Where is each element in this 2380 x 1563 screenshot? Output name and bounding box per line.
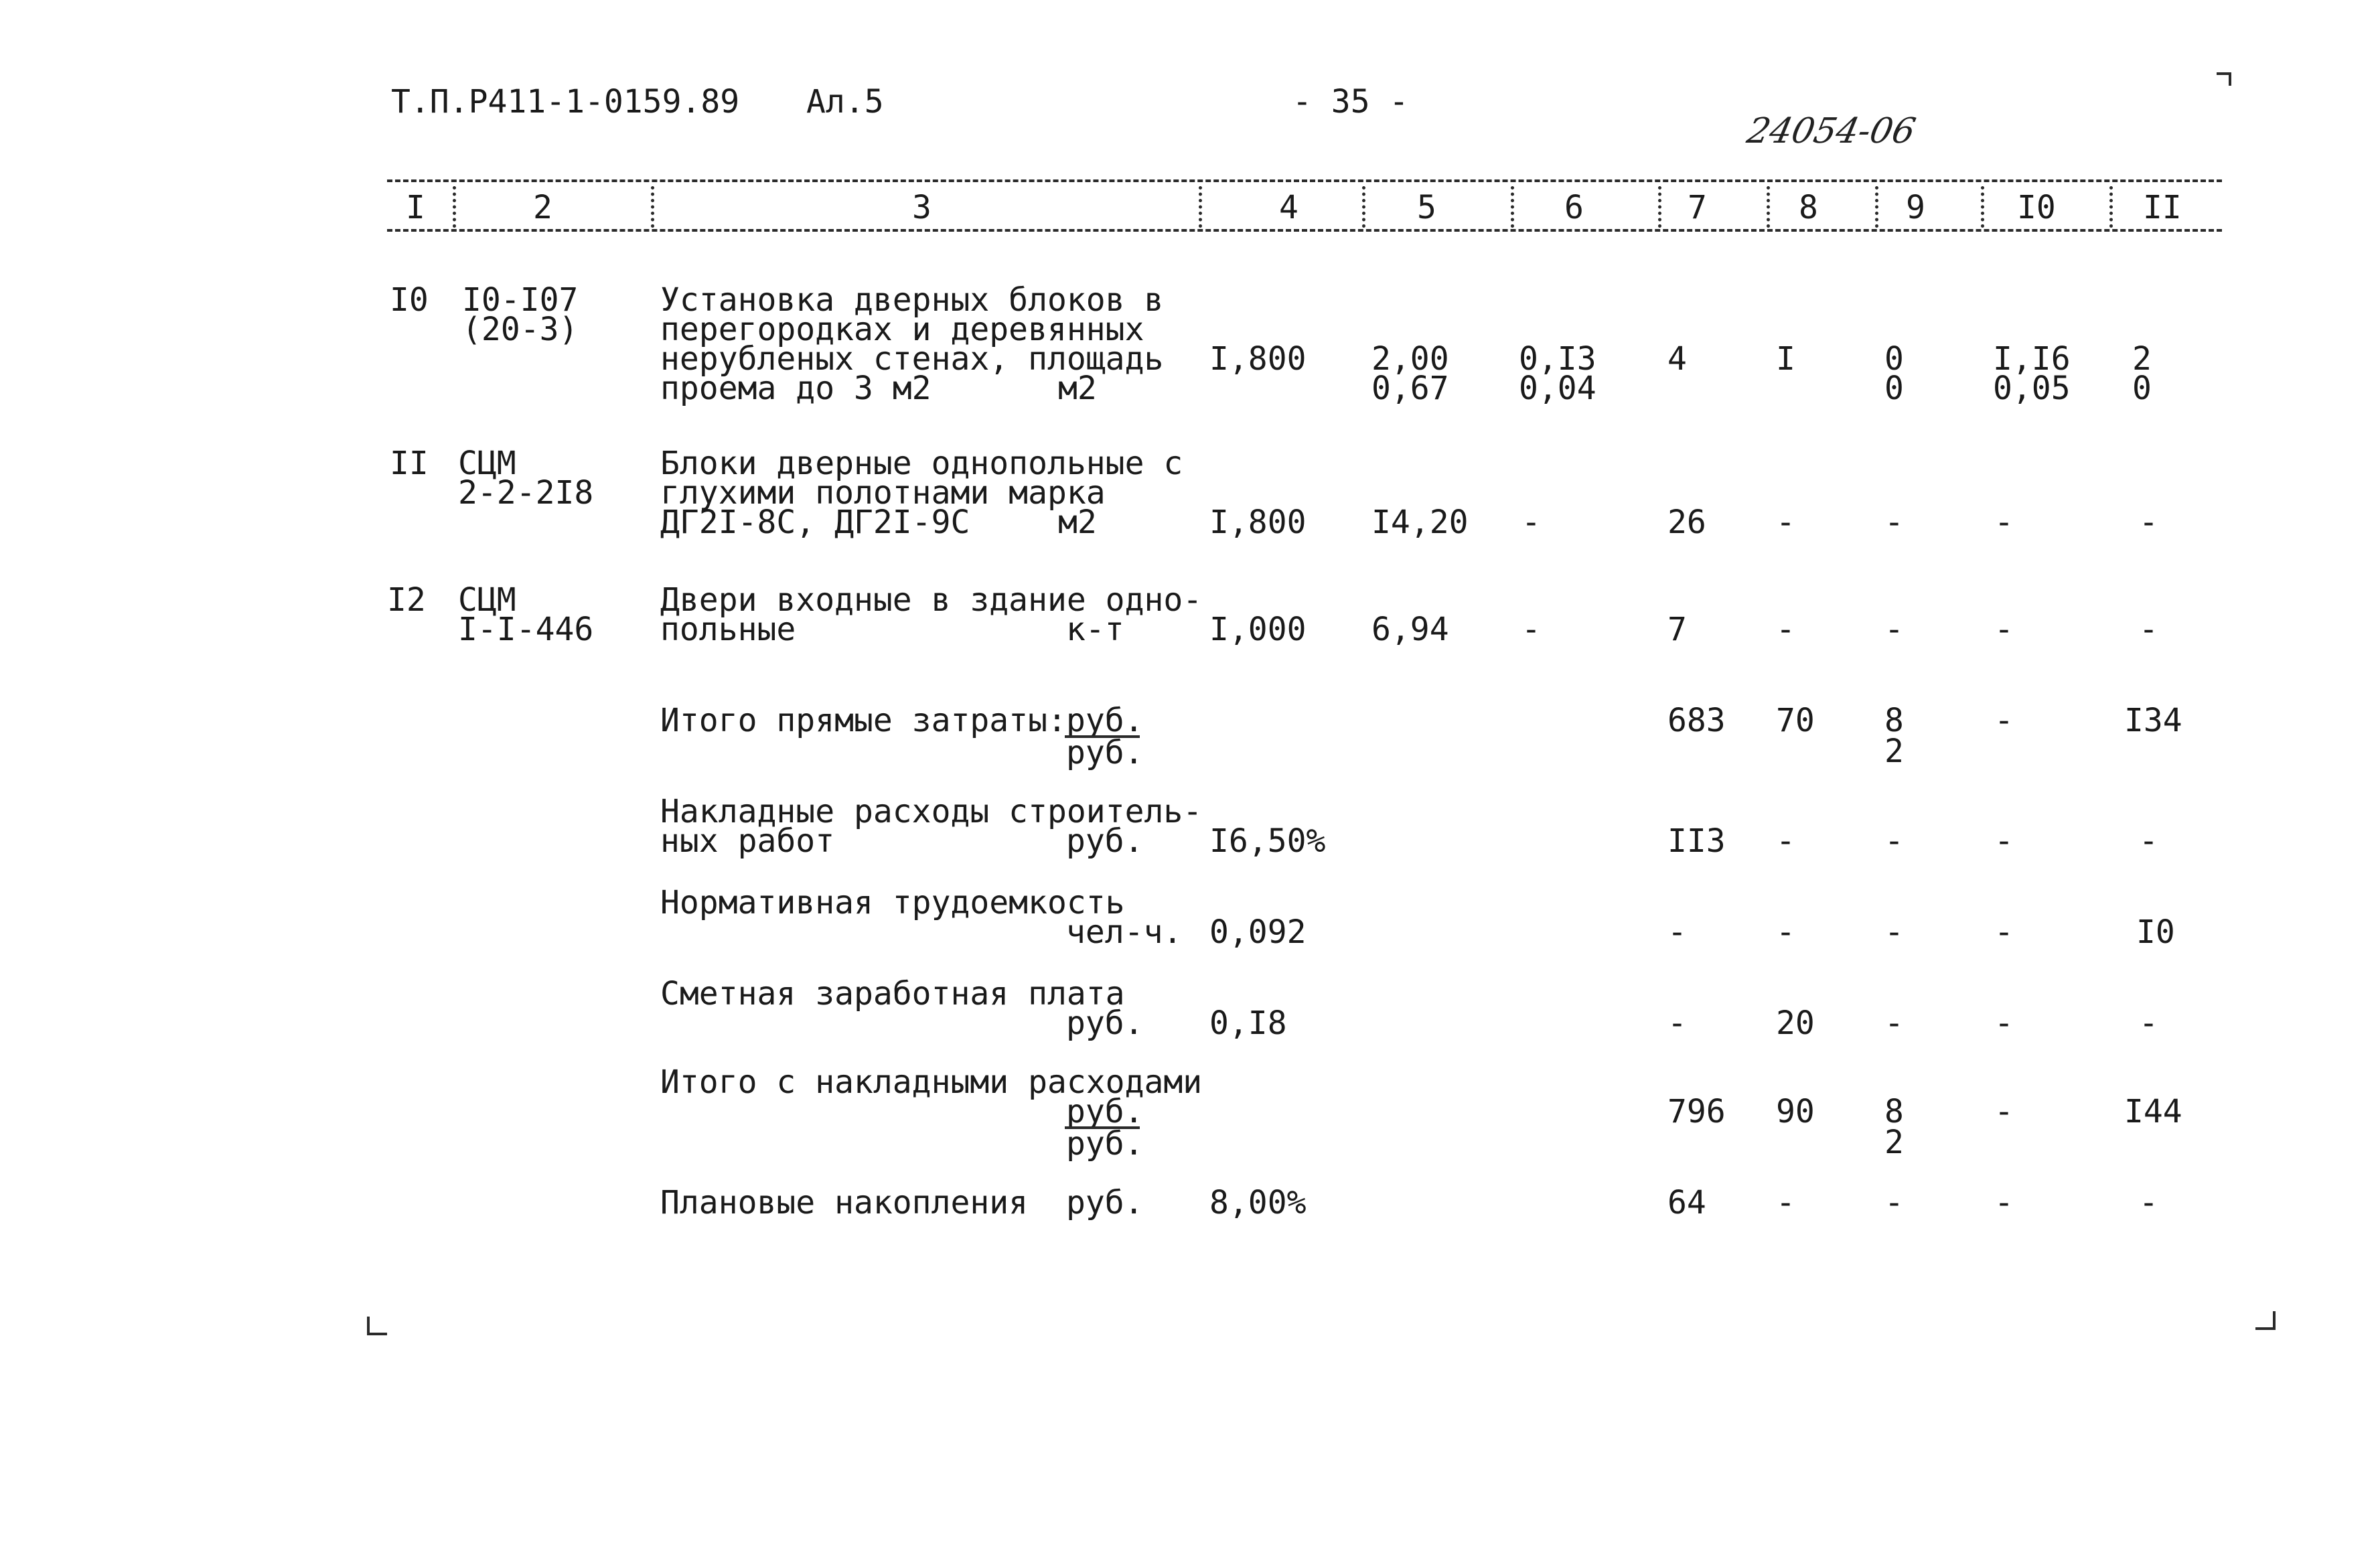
cell-col11: - [2139, 1004, 2158, 1042]
summary-value: 0,092 [1209, 913, 1307, 951]
cell-col11: - [2139, 504, 2158, 541]
cell-col9: - [1884, 1004, 1904, 1042]
rate-code: I-I-446 [458, 611, 594, 648]
summary-label: Накладные расходы строитель- [660, 793, 1203, 830]
quantity: I,800 [1209, 340, 1307, 378]
summary-unit: руб. [1066, 1184, 1144, 1221]
cell-col10: - [1994, 504, 2014, 541]
cell-col11: 2 [2132, 340, 2152, 378]
column-separator [1199, 186, 1202, 228]
column-separator [651, 186, 654, 228]
row-number: II [390, 445, 429, 482]
handwritten-number: 24054-06 [1743, 111, 1919, 151]
cell-col9: 2 [1884, 1124, 1904, 1161]
cell-col10: - [1994, 611, 2014, 648]
column-header: 2 [533, 189, 552, 226]
column-header: 8 [1799, 189, 1818, 226]
work-description: Установка дверных блоков в [660, 281, 1164, 319]
cell-col5: 6,94 [1371, 611, 1449, 648]
cell-col9: 2 [1884, 733, 1904, 770]
work-description: проема до 3 м2 [660, 370, 932, 407]
cell-col11: I44 [2124, 1093, 2182, 1130]
cell-col8: I [1776, 340, 1795, 378]
rate-code: I0-I07 [462, 281, 579, 319]
summary-label: Плановые накопления [660, 1184, 1029, 1221]
summary-label: Итого с накладными расходами [660, 1063, 1203, 1101]
rate-code: (20-3) [462, 311, 579, 348]
summary-unit: руб. [1066, 822, 1144, 860]
cell-col9: - [1884, 1184, 1904, 1221]
summary-unit: руб. [1066, 702, 1144, 739]
cell-col10: - [1994, 1184, 2014, 1221]
work-description: глухими полотнами марка [660, 474, 1106, 512]
rate-code: 2-2-2I8 [458, 474, 594, 512]
cell-col6: 0,04 [1519, 370, 1596, 407]
cell-col7: 4 [1667, 340, 1687, 378]
unit: к-т [1066, 611, 1124, 648]
rate-code: СЦМ [458, 445, 516, 482]
cell-col8: 90 [1776, 1093, 1815, 1130]
summary-value: 8,00% [1209, 1184, 1307, 1221]
column-header: I [406, 189, 425, 226]
cell-col9: 8 [1884, 1093, 1904, 1130]
cell-col9: - [1884, 913, 1904, 951]
cell-col7: 7 [1667, 611, 1687, 648]
cell-col11: - [2139, 822, 2158, 860]
cell-col8: - [1776, 822, 1795, 860]
summary-unit: чел-ч. [1066, 913, 1183, 951]
rate-code: СЦМ [458, 581, 516, 619]
column-header: II [2143, 189, 2182, 226]
cell-col10: - [1994, 1093, 2014, 1130]
column-header: 9 [1906, 189, 1925, 226]
cell-col7: - [1667, 913, 1687, 951]
summary-label: ных работ [660, 822, 835, 860]
column-header: 4 [1279, 189, 1298, 226]
cell-col9: 0 [1884, 370, 1904, 407]
cell-col8: - [1776, 913, 1795, 951]
column-header: I0 [2017, 189, 2056, 226]
work-description: Блоки дверные однопольные с [660, 445, 1183, 482]
document-code: Т.П.Р411-1-0159.89 [391, 83, 740, 121]
column-separator [453, 186, 456, 228]
crop-mark-bottom-left [367, 1317, 387, 1335]
cell-col6: 0,I3 [1519, 340, 1596, 378]
column-separator [1767, 186, 1770, 228]
cell-col11: - [2139, 1184, 2158, 1221]
summary-label: Итого прямые затраты: [660, 702, 1067, 739]
cell-col5: 2,00 [1371, 340, 1449, 378]
column-header: 3 [912, 189, 932, 226]
cell-col9: 0 [1884, 340, 1904, 378]
cell-col8: - [1776, 611, 1795, 648]
work-description: польные [660, 611, 796, 648]
column-separator [1511, 186, 1514, 228]
cell-col11: - [2139, 611, 2158, 648]
cell-col7: 26 [1667, 504, 1706, 541]
column-separator [1362, 186, 1365, 228]
column-header: 5 [1417, 189, 1436, 226]
cell-col7: 64 [1667, 1184, 1706, 1221]
summary-value: I6,50% [1209, 822, 1326, 860]
cell-col6: - [1521, 504, 1541, 541]
cell-col9: - [1884, 611, 1904, 648]
cell-col10: 0,05 [1993, 370, 2071, 407]
cell-col7: - [1667, 1004, 1687, 1042]
cell-col5: I4,20 [1371, 504, 1469, 541]
cell-col7: II3 [1667, 822, 1726, 860]
quantity: I,800 [1209, 504, 1307, 541]
cell-col7: 796 [1667, 1093, 1726, 1130]
unit: м2 [1058, 504, 1097, 541]
work-description: перегородках и деревянных [660, 311, 1144, 348]
cell-col10: - [1994, 913, 2014, 951]
summary-unit: руб. [1066, 1093, 1144, 1130]
column-separator [1875, 186, 1878, 228]
cell-col10: - [1994, 702, 2014, 739]
crop-mark-bottom-right [2255, 1311, 2276, 1330]
cell-col10: I,I6 [1993, 340, 2071, 378]
cell-col9: 8 [1884, 702, 1904, 739]
column-separator [1981, 186, 1984, 228]
work-description: ДГ2I-8С, ДГ2I-9С [660, 504, 970, 541]
cell-col11: I0 [2136, 913, 2175, 951]
row-number: I2 [387, 581, 426, 619]
cell-col11: 0 [2132, 370, 2152, 407]
column-separator [1658, 186, 1661, 228]
header-bottom-rule [387, 229, 2222, 232]
summary-value: 0,I8 [1209, 1004, 1287, 1042]
cell-col9: - [1884, 822, 1904, 860]
summary-unit: руб. [1066, 1004, 1144, 1042]
cell-col8: 70 [1776, 702, 1815, 739]
crop-mark-top-right [2217, 72, 2231, 86]
cell-col6: - [1521, 611, 1541, 648]
quantity: I,000 [1209, 611, 1307, 648]
cell-col10: - [1994, 1004, 2014, 1042]
cell-col5: 0,67 [1371, 370, 1449, 407]
cell-col7: 683 [1667, 702, 1726, 739]
page-number: - 35 - [1292, 83, 1409, 121]
work-description: нерубленых стенах, площадь [660, 340, 1164, 378]
unit: м2 [1058, 370, 1097, 407]
cell-col8: 20 [1776, 1004, 1815, 1042]
album-number: Ал.5 [806, 83, 884, 121]
column-separator [2109, 186, 2113, 228]
summary-unit: руб. [1066, 734, 1144, 771]
cell-col9: - [1884, 504, 1904, 541]
summary-unit: руб. [1066, 1125, 1144, 1163]
summary-label: Сметная заработная плата [660, 975, 1125, 1013]
column-header: 6 [1564, 189, 1584, 226]
cell-col10: - [1994, 822, 2014, 860]
cell-col8: - [1776, 1184, 1795, 1221]
summary-label: Нормативная трудоемкость [660, 884, 1125, 921]
header-top-rule [387, 179, 2222, 182]
work-description: Двери входные в здание одно- [660, 581, 1203, 619]
cell-col11: I34 [2124, 702, 2182, 739]
cell-col8: - [1776, 504, 1795, 541]
column-header: 7 [1688, 189, 1707, 226]
row-number: I0 [390, 281, 429, 319]
